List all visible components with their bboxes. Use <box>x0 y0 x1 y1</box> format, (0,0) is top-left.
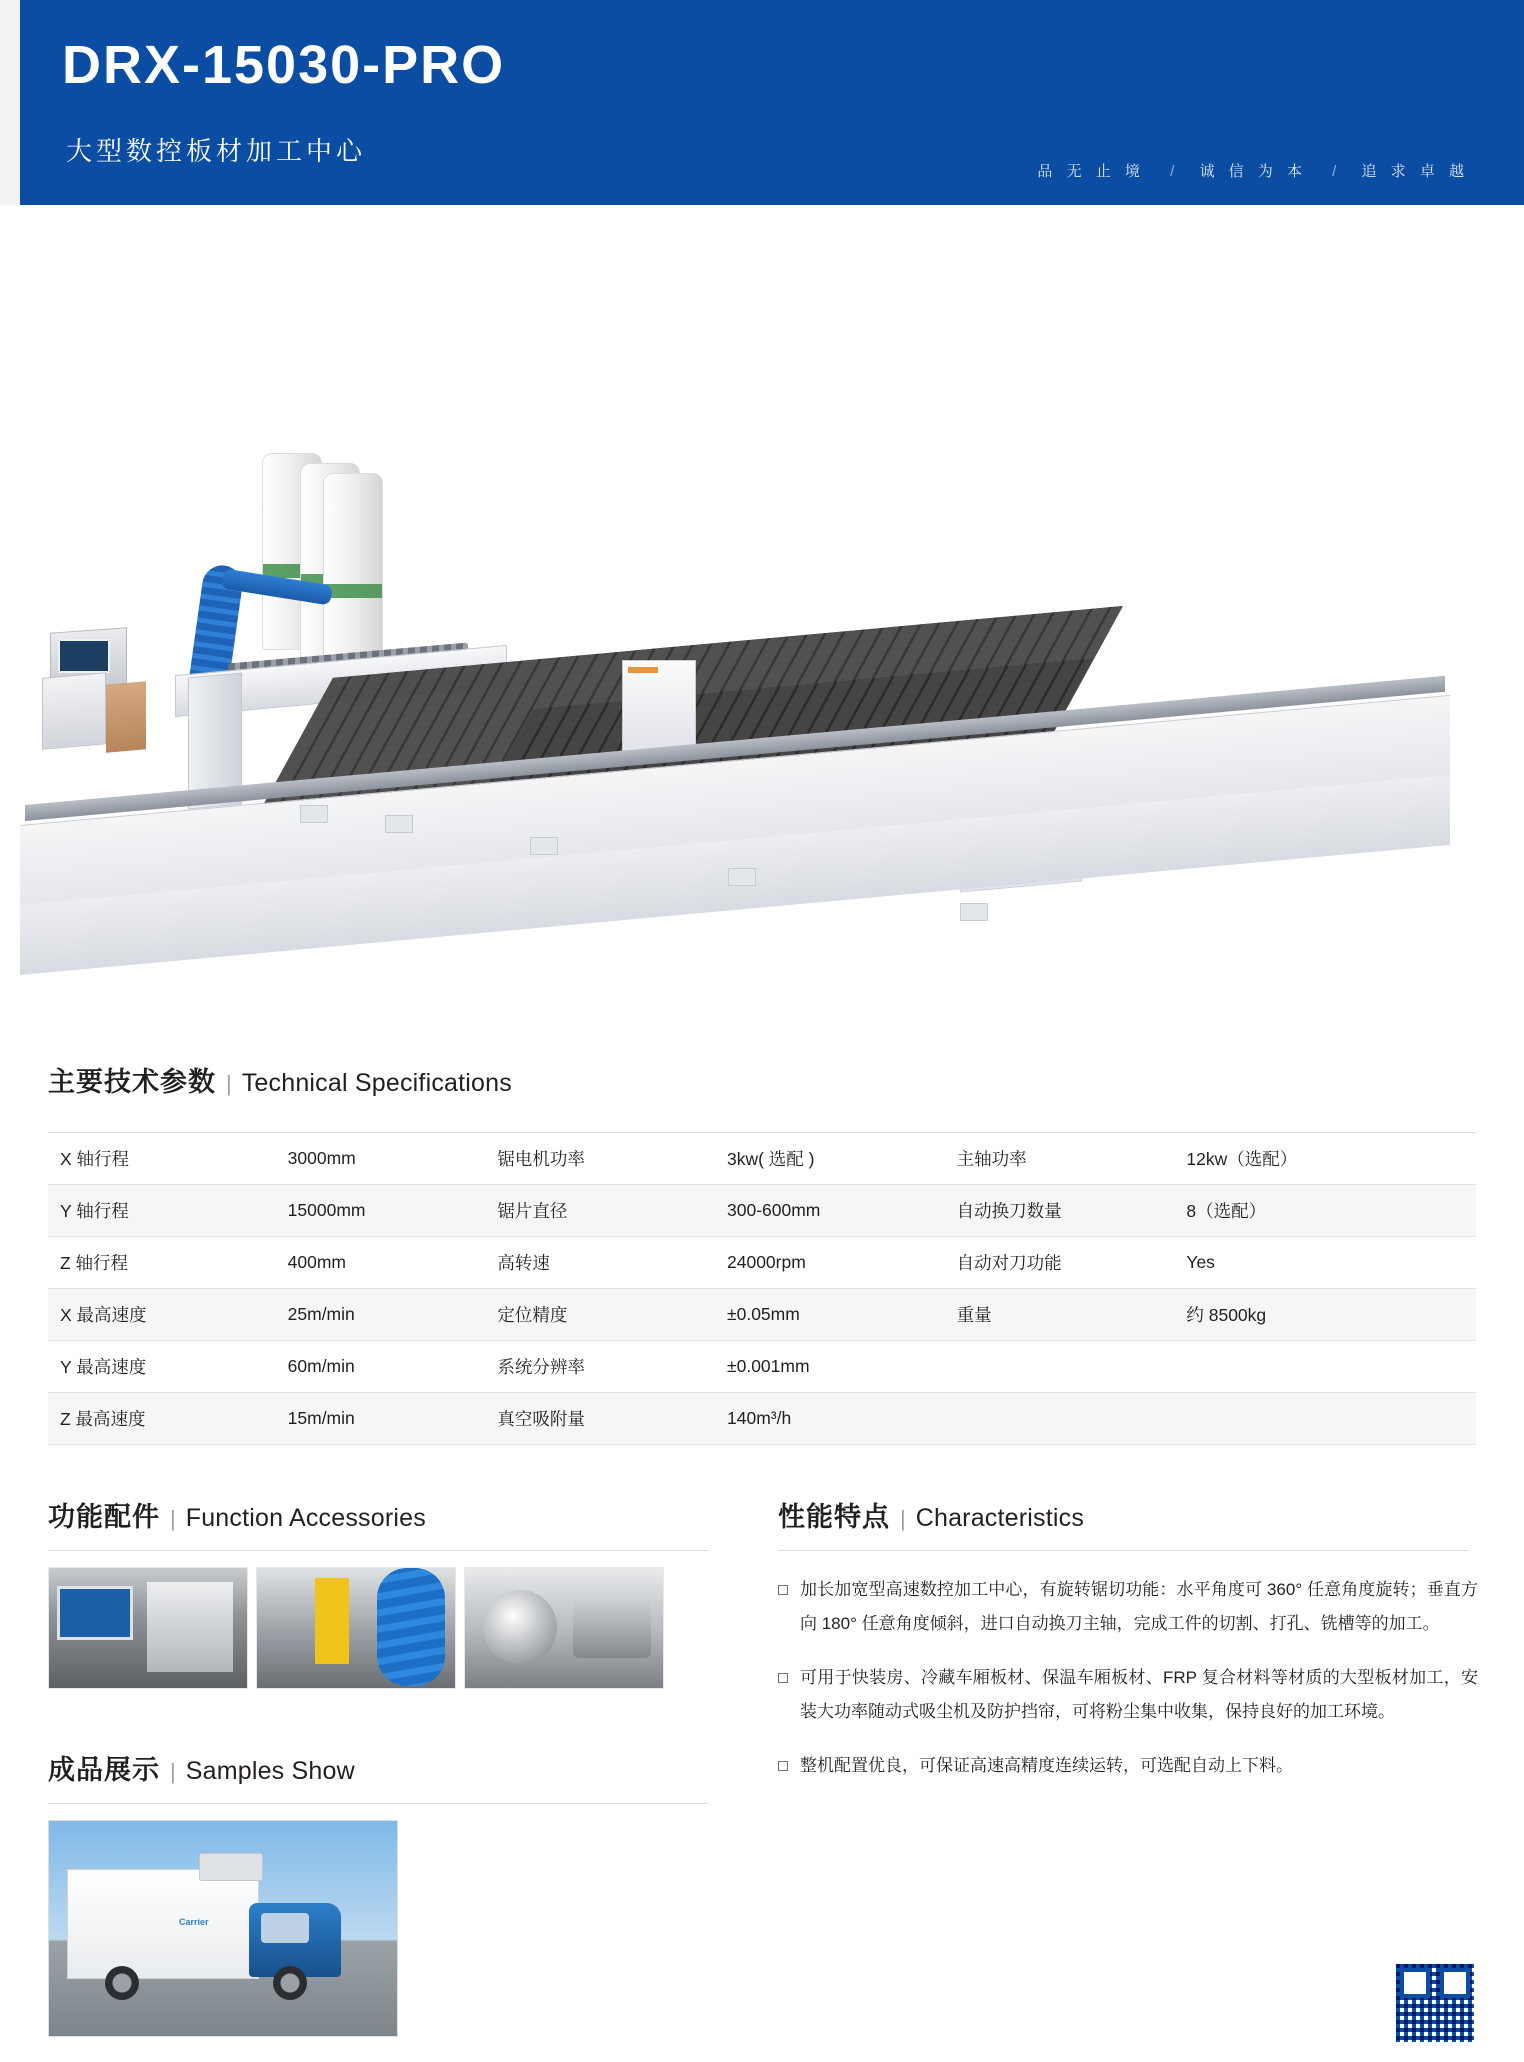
spec-label: 重量 <box>956 1305 992 1325</box>
spec-label: 系统分辨率 <box>497 1357 585 1377</box>
spec-label: 锯电机功率 <box>497 1149 585 1169</box>
table-row <box>48 1289 1476 1341</box>
table-row <box>48 1237 1476 1289</box>
characteristics-heading <box>778 1495 1478 1534</box>
table-row <box>48 1133 1476 1185</box>
support-foot <box>530 837 558 855</box>
spec-label: Z 最高速度 <box>60 1409 146 1429</box>
slogan-part-3: 追 求 卓 越 <box>1361 163 1469 180</box>
spec-label: 真空吸附量 <box>497 1409 585 1429</box>
truck-brand-label: Carrier <box>179 1917 209 1927</box>
spec-label: 主轴功率 <box>956 1149 1027 1169</box>
truck-wheel <box>105 1966 139 2000</box>
list-item: 可用于快装房、冷藏车厢板材、保温车厢板材、FRP 复合材料等材质的大型板材加工，安装大功率随动式吸尘机及防护挡帘，可将粉尘集中收集，保持良好的加工环境。 <box>778 1661 1478 1729</box>
spec-label: 定位精度 <box>497 1305 568 1325</box>
accessories-heading-divider: | <box>170 1506 176 1531</box>
dust-collector-bag <box>323 473 383 660</box>
spec-label: 高转速 <box>497 1253 550 1273</box>
spec-label: Y 轴行程 <box>60 1201 129 1221</box>
specs-heading-en: Technical Specifications <box>241 1069 512 1097</box>
page-subtitle: 大型数控板材加工中心 <box>66 136 367 166</box>
spec-label: X 最高速度 <box>60 1305 147 1325</box>
accessories-heading-en: Function Accessories <box>185 1504 426 1532</box>
accessories-heading-cn: 功能配件 <box>48 1502 160 1532</box>
accessories-heading <box>48 1495 728 1534</box>
spec-label: 锯片直径 <box>497 1201 568 1221</box>
control-panel-photo <box>48 1567 248 1689</box>
refrigeration-unit <box>199 1853 263 1881</box>
specs-heading <box>48 1060 1476 1099</box>
table-row <box>48 1185 1476 1237</box>
spec-value: ±0.001mm <box>727 1356 810 1376</box>
electrical-cabinet <box>622 660 696 757</box>
characteristics-heading-cn: 性能特点 <box>778 1502 890 1532</box>
page-header <box>0 0 1524 205</box>
qr-code[interactable] <box>1394 1962 1476 2044</box>
support-foot <box>960 903 988 921</box>
header-slogan <box>1037 160 1469 181</box>
support-foot <box>728 868 756 886</box>
samples-heading-cn: 成品展示 <box>48 1755 160 1785</box>
list-item: 整机配置优良，可保证高速高精度连续运转，可选配自动上下料。 <box>778 1749 1478 1783</box>
spec-value: 60m/min <box>287 1356 355 1376</box>
spec-value: 15m/min <box>287 1408 355 1428</box>
slogan-part-2: 诚 信 为 本 <box>1199 163 1307 180</box>
characteristics-heading-divider: | <box>900 1506 906 1531</box>
spec-value: 约 8500kg <box>1186 1305 1267 1325</box>
specs-heading-divider: | <box>226 1071 232 1096</box>
list-item: 加长加宽型高速数控加工中心，有旋转锯切功能：水平角度可 360° 任意角度旋转；垂直方向 180° 任意角度倾斜，进口自动换刀主轴，完成工件的切割、打孔、铣槽等的加工。 <box>778 1573 1478 1641</box>
slogan-separator-2: / <box>1332 163 1337 180</box>
spec-label: X 轴行程 <box>60 1149 130 1169</box>
spec-value: ±0.05mm <box>727 1304 800 1324</box>
cabinet-indicator <box>628 667 658 673</box>
slogan-separator-1: / <box>1170 163 1175 180</box>
spec-value: 3kw( 选配 ) <box>727 1149 815 1169</box>
samples-heading-en: Samples Show <box>185 1757 355 1785</box>
spec-value: Yes <box>1186 1252 1215 1272</box>
truck-box-body <box>67 1869 259 1979</box>
spec-label: 自动对刀功能 <box>956 1253 1062 1273</box>
accessories-divider-line <box>48 1550 708 1551</box>
specs-table <box>48 1132 1476 1445</box>
machine-photo <box>0 205 1524 1005</box>
spec-value: 140m³/h <box>727 1408 792 1428</box>
samples-divider-line <box>48 1803 708 1804</box>
console-body <box>42 672 106 750</box>
tool-holder-photo <box>464 1567 664 1689</box>
dust-hose-photo <box>256 1567 456 1689</box>
spec-value: 8（选配） <box>1186 1201 1267 1221</box>
page-title: DRX-15030-PRO <box>62 35 506 95</box>
samples-heading-divider: | <box>170 1759 176 1784</box>
characteristics-heading-en: Characteristics <box>915 1504 1085 1532</box>
spec-value: 25m/min <box>287 1304 355 1324</box>
characteristics-list <box>778 1573 1478 1783</box>
header-accent-bar <box>0 0 20 205</box>
accessories-thumbnails <box>48 1567 728 1689</box>
function-accessories-section <box>48 1495 728 1689</box>
spec-label <box>957 1341 1187 1393</box>
slogan-part-1: 品 无 止 境 <box>1037 163 1145 180</box>
samples-heading <box>48 1748 728 1787</box>
samples-show-section <box>48 1748 728 2037</box>
spec-value: 400mm <box>287 1252 347 1272</box>
spec-value <box>1186 1393 1476 1445</box>
spec-value: 24000rpm <box>727 1252 806 1272</box>
truck-window <box>261 1913 309 1943</box>
spec-value: 15000mm <box>287 1200 366 1220</box>
spec-label: Z 轴行程 <box>60 1253 129 1273</box>
spec-label: Y 最高速度 <box>60 1357 147 1377</box>
spec-value: 12kw（选配） <box>1186 1149 1298 1169</box>
characteristics-section <box>778 1495 1478 1803</box>
truck-wheel <box>273 1966 307 2000</box>
refrigerated-truck-photo <box>48 1820 398 2037</box>
specs-heading-cn: 主要技术参数 <box>48 1067 216 1097</box>
characteristics-divider-line <box>778 1550 1468 1551</box>
table-row <box>48 1341 1476 1393</box>
console-screen <box>58 639 110 673</box>
table-row <box>48 1393 1476 1445</box>
amber-cabinet <box>106 681 146 752</box>
support-foot <box>385 815 413 833</box>
technical-specifications-section <box>48 1060 1476 1445</box>
support-foot <box>300 805 328 823</box>
spec-value: 300-600mm <box>727 1200 821 1220</box>
spec-value: 3000mm <box>287 1148 356 1168</box>
spec-value <box>1186 1341 1476 1393</box>
spec-label: 自动换刀数量 <box>956 1201 1062 1221</box>
bag-band <box>324 584 382 598</box>
spec-label <box>957 1393 1187 1445</box>
